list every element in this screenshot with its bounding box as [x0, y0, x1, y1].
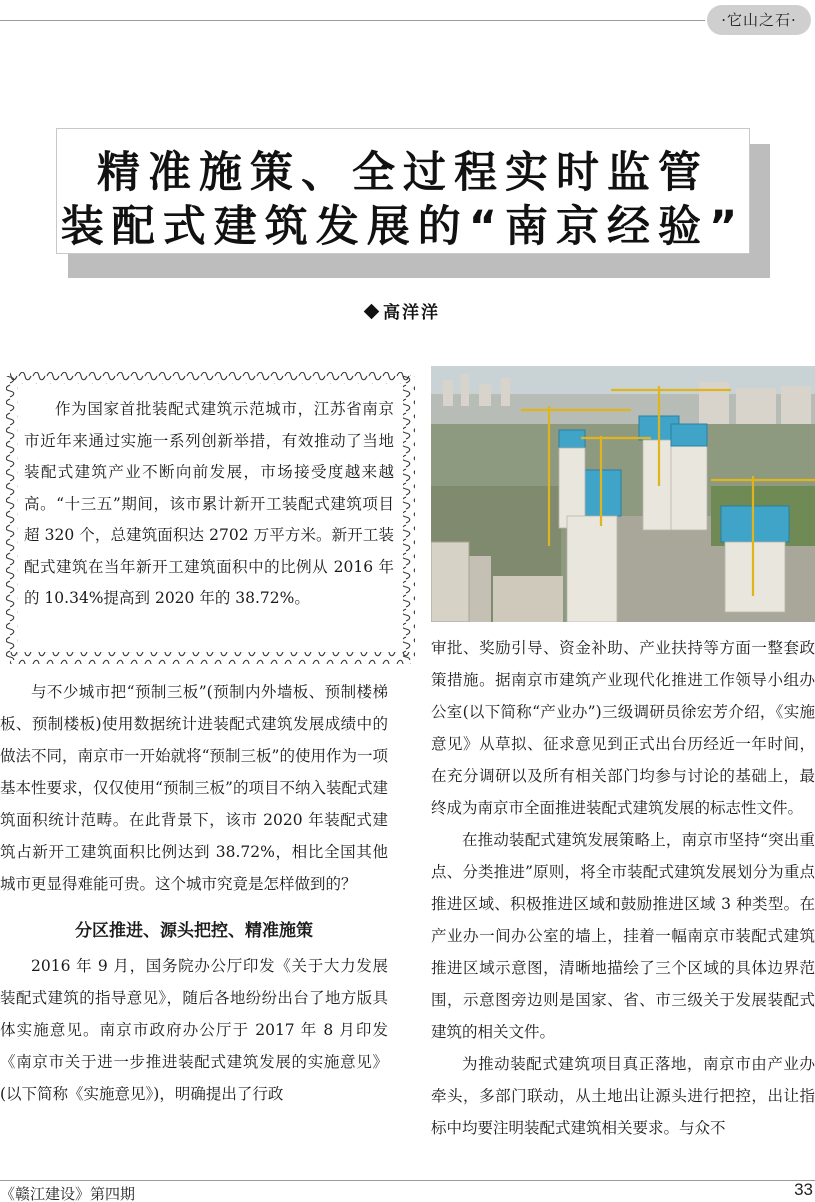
article-title-line-2: 装配式建筑发展的“南京经验”	[60, 202, 746, 252]
author-name: 高洋洋	[383, 303, 440, 323]
journal-name: 《赣江建设》第四期	[0, 1185, 136, 1202]
construction-illustration	[431, 366, 815, 622]
page-number: 33	[794, 1180, 813, 1199]
article-title-line-1: 精准施策、全过程实时监管	[97, 148, 709, 198]
left-column	[0, 676, 388, 1110]
abstract-paragraph: 作为国家首批装配式建筑示范城市，江苏省南京市近年来通过实施一系列创新举措，有效推动了当地装配式建筑产业不断向前发展，市场接受度越来越高。“十三五”期间，该市累计新开工装配式建筑项目超 320 个，总建筑面积达 2702 万平方米。新开工装配式建筑在当年新开工建筑面积中的比例从 2016 年的 10.34%提高到 2020 年的 38.72%。	[24, 400, 394, 607]
section-tag: ·它山之石·	[707, 5, 811, 35]
abstract-box	[4, 370, 417, 666]
footer-rule	[0, 1180, 815, 1181]
title-box	[56, 128, 750, 254]
body-paragraph: 为推动装配式建筑项目真正落地，南京市由产业办牵头，多部门联动，从土地出让源头进行把控，出让指标中均要注明装配式建筑相关要求。与众不	[431, 1055, 815, 1137]
body-paragraph: 与不少城市把“预制三板”(预制内外墙板、预制楼梯板、预制楼板)使用数据统计进装配式建筑发展成绩中的做法不同，南京市一开始就将“预制三板”的使用作为一项基本性要求，仅仅使用“预制三板”的项目不纳入装配式建筑面积统计范畴。在此背景下，该市 2020 年装配式建筑占新开工建筑面积比例达到 38.72%，相比全国其他城市更显得难能可贵。这个城市究竟是怎样做到的？	[0, 683, 388, 893]
abstract-text	[24, 394, 394, 615]
section-subheading: 分区推进、源头把控、精准施策	[75, 921, 313, 941]
construction-site-photo	[431, 366, 815, 622]
body-paragraph: 在推动装配式建筑发展策略上，南京市坚持“突出重点、分类推进”原则，将全市装配式建筑发展划分为重点推进区域、积极推进区域和鼓励推进区域 3 种类型。在产业办一间办公室的墙上，挂着一幅南京市装配式建筑推进区域示意图，清晰地描绘了三个区域的具体边界范围，示意图旁边则是国家、省、市三级关于发展装配式建筑的相关文件。	[431, 831, 815, 1041]
header-rule	[0, 20, 705, 21]
author-byline	[366, 298, 440, 323]
body-paragraph: 2016 年 9 月，国务院办公厅印发《关于大力发展装配式建筑的指导意见》，随后各地纷纷出台了地方版具体实施意见。南京市政府办公厅于 2017 年 8 月印发《南京市关于进一步推进装配式建筑发展的实施意见》(以下简称《实施意见》)，明确提出了行政	[0, 957, 388, 1103]
body-paragraph: 审批、奖励引导、资金补助、产业扶持等方面一整套政策措施。据南京市建筑产业现代化推进工作领导小组办公室(以下简称“产业办”)三级调研员徐宏芳介绍，《实施意见》从草拟、征求意见到正式出台历经近一年时间，在充分调研以及所有相关部门均参与讨论的基础上，最终成为南京市全面推进装配式建筑发展的标志性文件。	[431, 639, 815, 817]
right-column	[431, 632, 815, 1144]
diamond-icon	[364, 304, 380, 320]
